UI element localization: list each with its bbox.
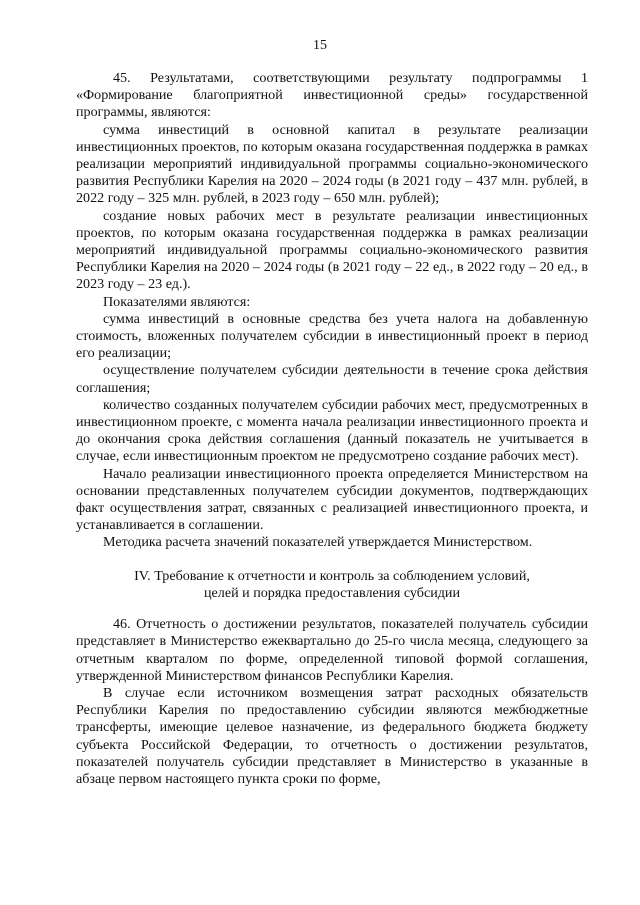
document-body <box>76 70 588 788</box>
section-heading-line-1: IV. Требование к отчетности и контроль за соблюдением условий, <box>134 567 530 584</box>
result-investment-sum: сумма инвестиций в основной капитал в результате реализации инвестиционных проектов, по которым оказана государственная поддержка в рамках реализации мероприятий индивидуальной программы социально-экономического развития Республики Карелия на 2020 – 2024 годы (в 2021 году – 437 млн. рублей, в 2022 году – 325 млн. рублей, в 2023 году – 650 млн. рублей); <box>76 121 588 207</box>
paragraph-45: 45. Результатами, соответствующими результату подпрограммы 1 «Формирование благоприятной инвестиционной среды» государственной программы, являются: <box>76 70 588 121</box>
page-number: 15 <box>313 38 327 53</box>
indicator-jobs-count: количество созданных получателем субсидии рабочих мест, предусмотренных в инвестиционном проекте, с момента начала реализации инвестиционного проекта и до окончания срока действия соглашения (данный показатель не учитывается в случае, если инвестиционным проектом не предусмотрено создание рабочих мест). <box>76 396 588 465</box>
indicators-intro: Показателями являются: <box>103 293 251 310</box>
project-start-paragraph: Начало реализации инвестиционного проекта определяется Министерством на основании представленных получателем субсидии документов, подтверждающих факт осуществления затрат, связанных с реализацией инвестиционного проекта, и устанавливается в соглашении. <box>76 465 588 534</box>
indicator-investment-sum: сумма инвестиций в основные средства без учета налога на добавленную стоимость, вложенных получателем субсидии в инвестиционный проект в период его реализации; <box>76 310 588 362</box>
paragraph-46: 46. Отчетность о достижении результатов, показателей получатель субсидии представляет в Министерство ежеквартально до 25-го числа месяца, следующего за отчетным кварталом по форме, определенной типовой формой соглашения, утвержденной Министерством финансов Республики Карелия. <box>76 616 588 684</box>
section-heading-line-2: целей и порядка предоставления субсидии <box>204 584 460 601</box>
result-new-jobs: создание новых рабочих мест в результате реализации инвестиционных проектов, по которым оказана государственная поддержка в рамках реализации мероприятий индивидуальной программы социально-экономического развития Республики Карелия на 2020 – 2024 годы (в 2021 году – 22 ед., в 2022 году – 20 ед., в 2023 году – 23 ед.). <box>76 207 588 293</box>
section-heading-iv <box>76 568 588 602</box>
federal-transfers-paragraph: В случае если источником возмещения затрат расходных обязательств Республики Карелия по предоставлению субсидии являются межбюджетные трансферты, имеющие целевое назначение, из федерального бюджета бюджету субъекта Российской Федерации, то отчетность о достижении результатов, показателей получатель субсидии представляет в Министерство в указанные в абзаце первом настоящего пункта сроки по форме, <box>76 684 588 787</box>
methodology-paragraph: Методика расчета значений показателей утверждается Министерством. <box>103 534 533 551</box>
indicator-activity: осуществление получателем субсидии деятельности в течение срока действия соглашения; <box>76 362 588 396</box>
